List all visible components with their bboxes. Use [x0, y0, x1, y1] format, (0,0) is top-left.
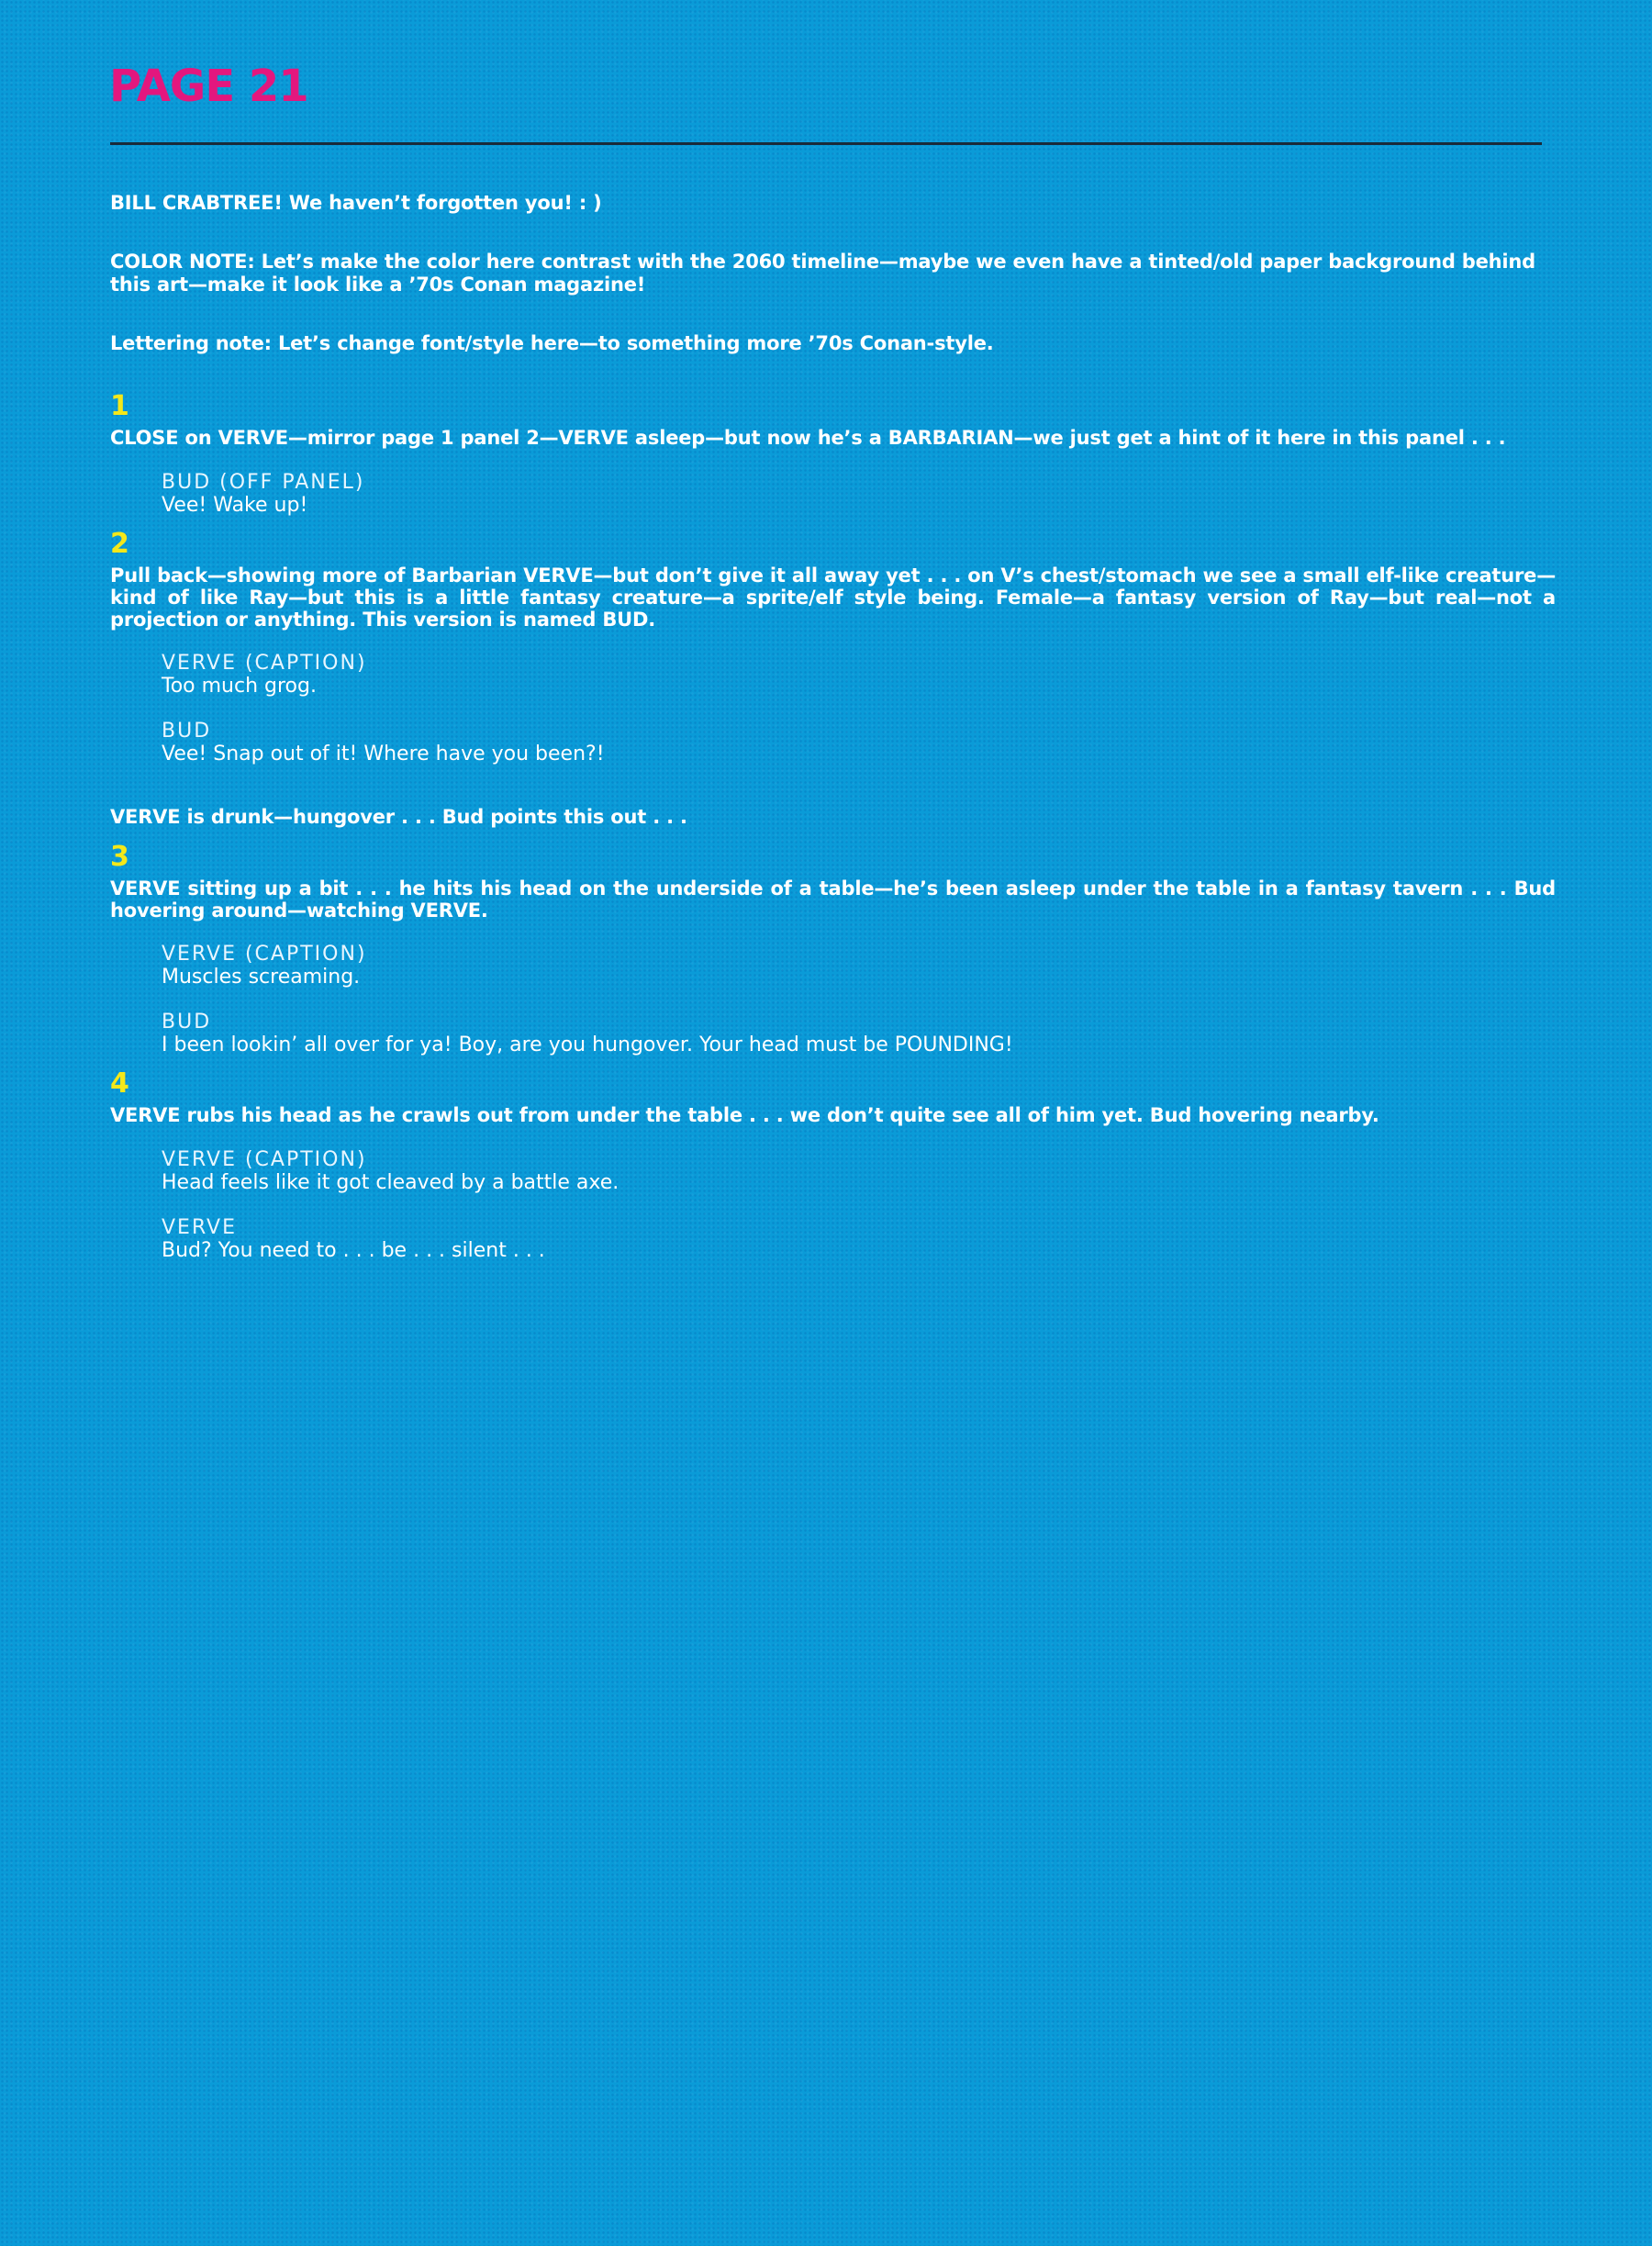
dialogue-line: Head feels like it got cleaved by a battle axe.	[162, 1171, 620, 1194]
speaker-name: BUD	[162, 720, 212, 743]
speaker-name: BUD (OFF PANEL)	[162, 471, 365, 494]
panel-4	[110, 1067, 1556, 1262]
script-content	[110, 192, 1556, 1262]
speaker-name: VERVE	[162, 1216, 237, 1239]
lettering-note: Lettering note: Let’s change font/style here—to something more ’70s Conan-style.	[110, 332, 994, 354]
dialogue-block	[162, 471, 1556, 517]
dialogue-line: Vee! Wake up!	[162, 494, 308, 517]
dialogue-line: Vee! Snap out of it! Where have you been?!	[162, 743, 605, 765]
title-divider	[110, 142, 1542, 145]
dialogue-block	[162, 1011, 1556, 1056]
panel-1	[110, 390, 1556, 517]
speaker-name: VERVE (CAPTION)	[162, 652, 367, 675]
panel-number: 2	[110, 528, 129, 560]
dialogue-block	[162, 652, 1556, 698]
dialogue-line: Too much grog.	[162, 675, 317, 698]
dialogue-block	[162, 1216, 1556, 1262]
dialogue-line: Muscles screaming.	[162, 966, 361, 989]
panel-number: 4	[110, 1067, 129, 1100]
page-title: PAGE 21	[109, 61, 308, 112]
panel-description: VERVE sitting up a bit . . . he hits his head on the underside of a table—he’s been asleep under the table in a fantasy tavern . . . Bud hovering around—watching VERVE.	[110, 877, 1556, 922]
panel-description: CLOSE on VERVE—mirror page 1 panel 2—VERVE asleep—but now he’s a BARBARIAN—we just get a hint of it here in this panel . . .	[110, 427, 1506, 449]
panel-description: VERVE rubs his head as he crawls out from under the table . . . we don’t quite see all of him yet. Bud hovering nearby.	[110, 1104, 1379, 1126]
dialogue-line: Bud? You need to . . . be . . . silent . . .	[162, 1239, 545, 1262]
panel-number: 1	[110, 390, 129, 422]
color-note: COLOR NOTE: Let’s make the color here contrast with the 2060 timeline—maybe we even have a tinted/old paper background behind this art—make it look like a ’70s Conan magazine!	[110, 251, 1535, 296]
panel-2	[110, 528, 1556, 828]
panel-number: 3	[110, 841, 129, 873]
note-bill-crabtree: BILL CRABTREE! We haven’t forgotten you! : )	[110, 192, 602, 214]
speaker-name: BUD	[162, 1011, 212, 1034]
speaker-name: VERVE (CAPTION)	[162, 1148, 367, 1171]
dialogue-line: I been lookin’ all over for ya! Boy, are you hungover. Your head must be POUNDING!	[162, 1034, 1013, 1056]
speaker-name: VERVE (CAPTION)	[162, 943, 367, 966]
panel-after-note: VERVE is drunk—hungover . . . Bud points this out . . .	[110, 806, 687, 828]
dialogue-block	[162, 1148, 1556, 1194]
panel-3	[110, 841, 1556, 1056]
dialogue-block	[162, 720, 1556, 765]
panel-description: Pull back—showing more of Barbarian VERVE—but don’t give it all away yet . . . on V’s chest/stomach we see a small elf-like creature—kind of like Ray—but this is a little fantasy creature—a sprite/elf style being. Female—a fantasy version of Ray—but real—not a projection or anything. This version is named BUD.	[110, 564, 1556, 631]
dialogue-block	[162, 943, 1556, 989]
